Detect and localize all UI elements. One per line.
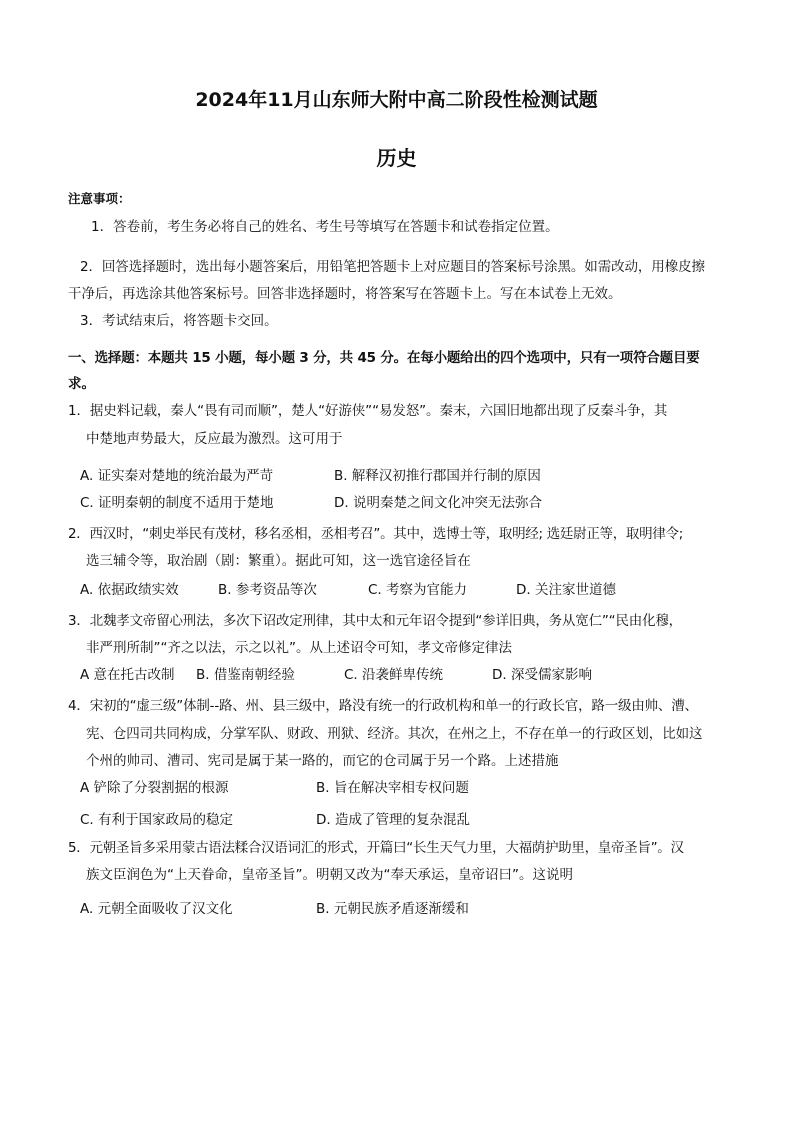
question-5-option-b[interactable]: B. 元朝民族矛盾逐渐缓和 — [316, 901, 469, 917]
question-4-option-a[interactable]: A 铲除了分裂割据的根源 — [80, 780, 229, 796]
question-3-option-b[interactable]: B. 借鉴南朝经验 — [196, 667, 295, 683]
question-2-option-a[interactable]: A. 依据政绩实效 — [80, 582, 179, 598]
note-line: 1．答卷前，考生务必将自己的姓名、考生号等填写在答题卡和试卷指定位置。 — [91, 219, 559, 235]
notes-heading: 注意事项： — [68, 191, 131, 206]
subject-title: 历史 — [376, 146, 417, 170]
question-1-option-c[interactable]: C. 证明秦朝的制度不适用于楚地 — [80, 495, 274, 511]
question-3-line: 非严刑所制”“齐之以法，示之以礼”。从上述诏令可知，孝文帝修定律法 — [86, 640, 512, 656]
question-2-option-d[interactable]: D. 关注家世道德 — [516, 582, 616, 598]
note-line: 3．考试结束后，将答题卡交回。 — [80, 313, 278, 329]
question-4-option-b[interactable]: B. 旨在解决宰相专权问题 — [316, 780, 469, 796]
question-4-option-d[interactable]: D. 造成了管理的复杂混乱 — [316, 812, 470, 828]
question-1-option-b[interactable]: B. 解释汉初推行郡国并行制的原因 — [334, 468, 541, 484]
question-2-line: 2．西汉时，“刺史举民有茂材，移名丞相，丞相考召”。其中，选博士等，取明经; 选廷尉正等，取明律令; — [68, 526, 683, 542]
note-line: 干净后，再选涂其他答案标号。回答非选择题时，将答案写在答题卡上。写在本试卷上无效。 — [68, 286, 622, 302]
question-5-line: 族文臣润色为“上天眷命，皇帝圣旨”。明朝又改为“奉天承运，皇帝诏曰”。这说明 — [86, 867, 573, 883]
question-1-line: 中楚地声势最大，反应最为激烈。这可用于 — [86, 431, 343, 447]
question-5-line: 5．元朝圣旨多采用蒙古语法糅合汉语词汇的形式，开篇曰“长生天气力里，大福荫护助里，皇帝圣旨”。汉 — [68, 840, 684, 856]
question-1-option-d[interactable]: D. 说明秦楚之间文化冲突无法弥合 — [334, 495, 542, 511]
question-3-line: 3．北魏孝文帝留心刑法，多次下诏改定刑律，其中太和元年诏令提到“参详旧典，务从宽仁”“民由化穆， — [68, 613, 682, 629]
question-4-line: 4．宋初的“虚三级”体制--路、州、县三级中，路没有统一的行政机构和单一的行政长官，路一级由帅、漕、 — [68, 698, 698, 714]
question-4-line: 宪、仓四司共同构成，分掌军队、财政、刑狱、经济。其次，在州之上，不存在单一的行政区划，比如这 — [86, 726, 703, 742]
question-3-option-a[interactable]: A 意在托古改制 — [80, 667, 175, 683]
page-title: 2024年11月山东师大附中高二阶段性检测试题 — [195, 89, 598, 111]
question-3-option-c[interactable]: C. 沿袭鲜卑传统 — [344, 667, 444, 683]
section-heading-line2: 求。 — [68, 376, 95, 392]
question-5-option-a[interactable]: A. 元朝全面吸收了汉文化 — [80, 901, 233, 917]
question-4-line: 个州的帅司、漕司、宪司是属于某一路的，而它的仓司属于另一个路。上述措施 — [86, 753, 559, 769]
question-3-option-d[interactable]: D. 深受儒家影响 — [492, 667, 592, 683]
section-heading-line1: 一、选择题：本题共 15 小题，每小题 3 分，共 45 分。在每小题给出的四个选项中，只有一项符合题目要 — [68, 350, 700, 366]
question-1-line: 1．据史料记载，秦人“畏有司而顺”，楚人“好游侠”“易发怒”。秦末，六国旧地都出现了反秦斗争，其 — [68, 403, 668, 419]
question-2-line: 选三辅令等，取治剧（剧：繁重）。据此可知，这一选官途径旨在 — [86, 553, 471, 569]
question-2-option-b[interactable]: B. 参考资品等次 — [218, 582, 317, 598]
question-2-option-c[interactable]: C. 考察为官能力 — [368, 582, 468, 598]
note-line: 2．回答选择题时，选出每小题答案后，用铅笔把答题卡上对应题目的答案标号涂黑。如需改动，用橡皮擦 — [80, 259, 705, 275]
question-1-option-a[interactable]: A. 证实秦对楚地的统治最为严苛 — [80, 468, 274, 484]
question-4-option-c[interactable]: C. 有利于国家政局的稳定 — [80, 812, 234, 828]
